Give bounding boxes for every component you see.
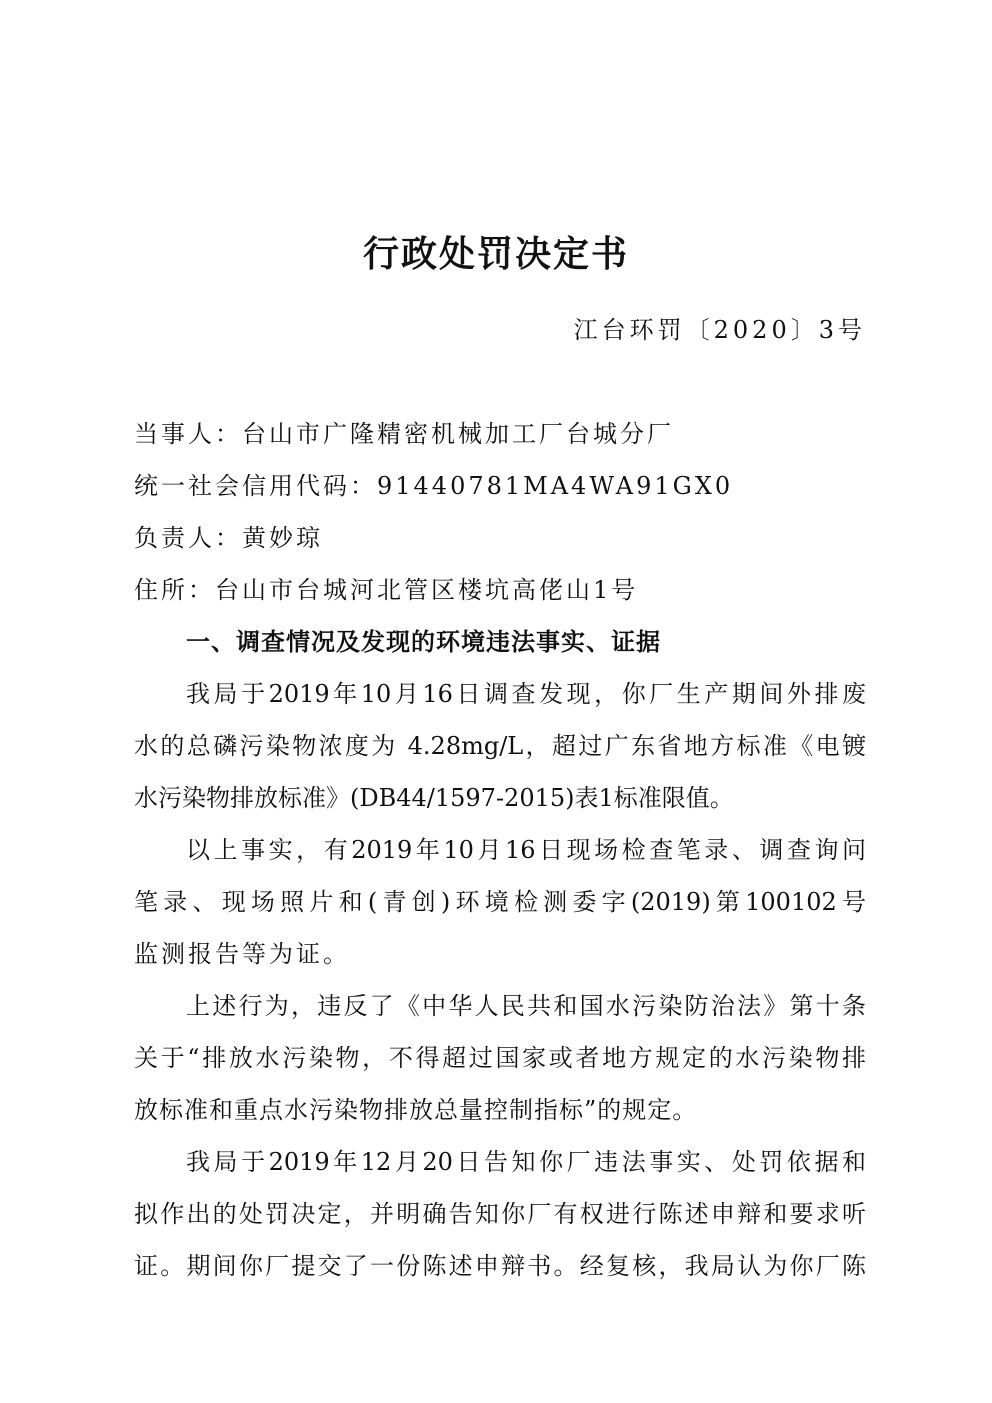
paragraph-line: 监测报告等为证。 bbox=[134, 940, 350, 968]
paragraph-line: 以上事实，有2019年10月16日现场检查笔录、调查询问 bbox=[186, 836, 866, 864]
address: 住所：台山市台城河北管区楼坑高佬山1号 bbox=[134, 576, 639, 604]
paragraph-line: 上述行为，违反了《中华人民共和国水污染防治法》第十条 bbox=[186, 992, 866, 1020]
paragraph-line: 水污染物排放标准》(DB44/1597-2015)表1标准限值。 bbox=[134, 784, 734, 812]
paragraph-line: 拟作出的处罚决定，并明确告知你厂有权进行陈述申辩和要求听 bbox=[134, 1200, 866, 1228]
document-number: 江台环罚〔2020〕3号 bbox=[573, 316, 866, 344]
paragraph-line: 我局于2019年10月16日调查发现，你厂生产期间外排废 bbox=[186, 680, 866, 708]
paragraph-line: 关于“排放水污染物，不得超过国家或者地方规定的水污染物排 bbox=[134, 1044, 866, 1072]
document-title: 行政处罚决定书 bbox=[362, 233, 629, 275]
paragraph-line: 证。期间你厂提交了一份陈述申辩书。经复核，我局认为你厂陈 bbox=[134, 1252, 866, 1280]
paragraph-line: 我局于2019年12月20日告知你厂违法事实、处罚依据和 bbox=[186, 1148, 866, 1176]
responsible-person: 负责人：黄妙琼 bbox=[134, 524, 323, 552]
paragraph-line: 水的总磷污染物浓度为 4.28mg/L，超过广东省地方标准《电镀 bbox=[134, 732, 866, 760]
party-name: 当事人：台山市广隆精密机械加工厂台城分厂 bbox=[134, 420, 674, 448]
paragraph-line: 笔录、现场照片和(青创)环境检测委字(2019)第100102号 bbox=[134, 888, 866, 916]
section-heading-1: 一、调查情况及发现的环境违法事实、证据 bbox=[186, 628, 661, 656]
credit-code: 统一社会信用代码：91440781MA4WA91GX0 bbox=[134, 472, 734, 500]
paragraph-line: 放标准和重点水污染物排放总量控制指标”的规定。 bbox=[134, 1096, 698, 1124]
